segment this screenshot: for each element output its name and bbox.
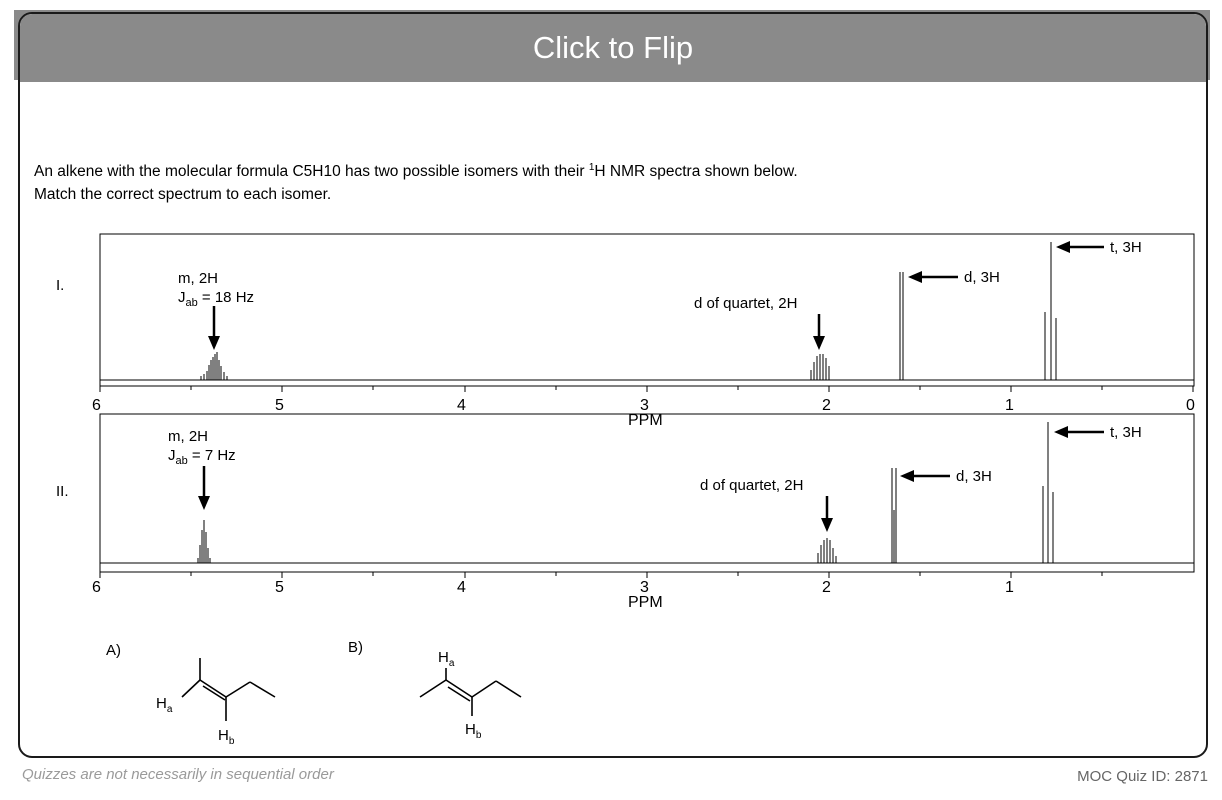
spectrum-ii-peaks <box>198 422 1053 563</box>
spectrum-ii-axis-label: PPM <box>628 594 663 611</box>
question-line2: Match the correct spectrum to each isomer. <box>34 186 332 204</box>
structure-a-label: A) <box>106 642 121 659</box>
spectrum-i <box>56 234 1195 429</box>
structure-a <box>106 642 275 747</box>
tick-label: 5 <box>275 579 284 596</box>
annotation-triplet: t, 3H <box>1110 239 1142 256</box>
spectrum-ii-frame <box>100 414 1194 572</box>
annotation-doublet: d, 3H <box>956 468 992 485</box>
spectrum-ii <box>56 414 1194 611</box>
annotation-coupling: $J_{ab} = 7$ Hz <box>168 447 236 467</box>
tick-label: 5 <box>275 397 284 414</box>
question-line1: An alkene with the molecular formula C5H10 has two possible isomers with their <box>34 163 589 181</box>
tick-label: 2 <box>822 579 831 596</box>
tick-label: 0 <box>1186 397 1195 414</box>
structure-b-label: B) <box>348 639 363 656</box>
annotation-coupling: $J_{ab} = 18$ Hz <box>178 289 255 309</box>
tick-label: 4 <box>457 579 466 596</box>
tick-label: 4 <box>457 397 466 414</box>
spectrum-i-label: I. <box>56 277 65 294</box>
structure-a-hb: $H_b$ <box>218 727 235 747</box>
tick-label: 1 <box>1005 579 1014 596</box>
annotation-multiplet: m, 2H <box>168 428 209 445</box>
annotation-dquartet: d of quartet, 2H <box>700 477 804 494</box>
structure-a-ha: $H_a$ <box>156 695 173 715</box>
annotation-doublet: d, 3H <box>964 269 1000 286</box>
click-to-flip-button[interactable]: Click to Flip <box>20 14 1206 82</box>
tick-label: 1 <box>1005 397 1014 414</box>
annotation-triplet: t, 3H <box>1110 424 1142 441</box>
superscript-1: 1 <box>588 162 595 173</box>
tick-label: 2 <box>822 397 831 414</box>
spectrum-ii-ticks <box>92 579 1014 596</box>
question-line1-end: H NMR spectra shown below. <box>594 163 798 181</box>
spectrum-i-axis-label: PPM <box>628 412 663 429</box>
tick-label: 3 <box>640 397 649 414</box>
spectrum-ii-label: II. <box>56 483 69 500</box>
footer-note: Quizzes are not necessarily in sequential order <box>22 766 334 783</box>
quiz-id: MOC Quiz ID: 2871 <box>1077 768 1208 785</box>
structure-b <box>348 639 521 741</box>
tick-label: 6 <box>92 579 101 596</box>
tick-label: 6 <box>92 397 101 414</box>
annotation-multiplet: m, 2H <box>178 270 219 287</box>
spectrum-i-frame <box>100 234 1194 386</box>
structure-b-hb: $H_b$ <box>465 721 482 741</box>
structure-b-ha: $H_a$ <box>438 649 455 669</box>
tick-label: 3 <box>640 579 649 596</box>
annotation-dquartet: d of quartet, 2H <box>694 295 798 312</box>
spectrum-i-peaks <box>201 242 1056 380</box>
